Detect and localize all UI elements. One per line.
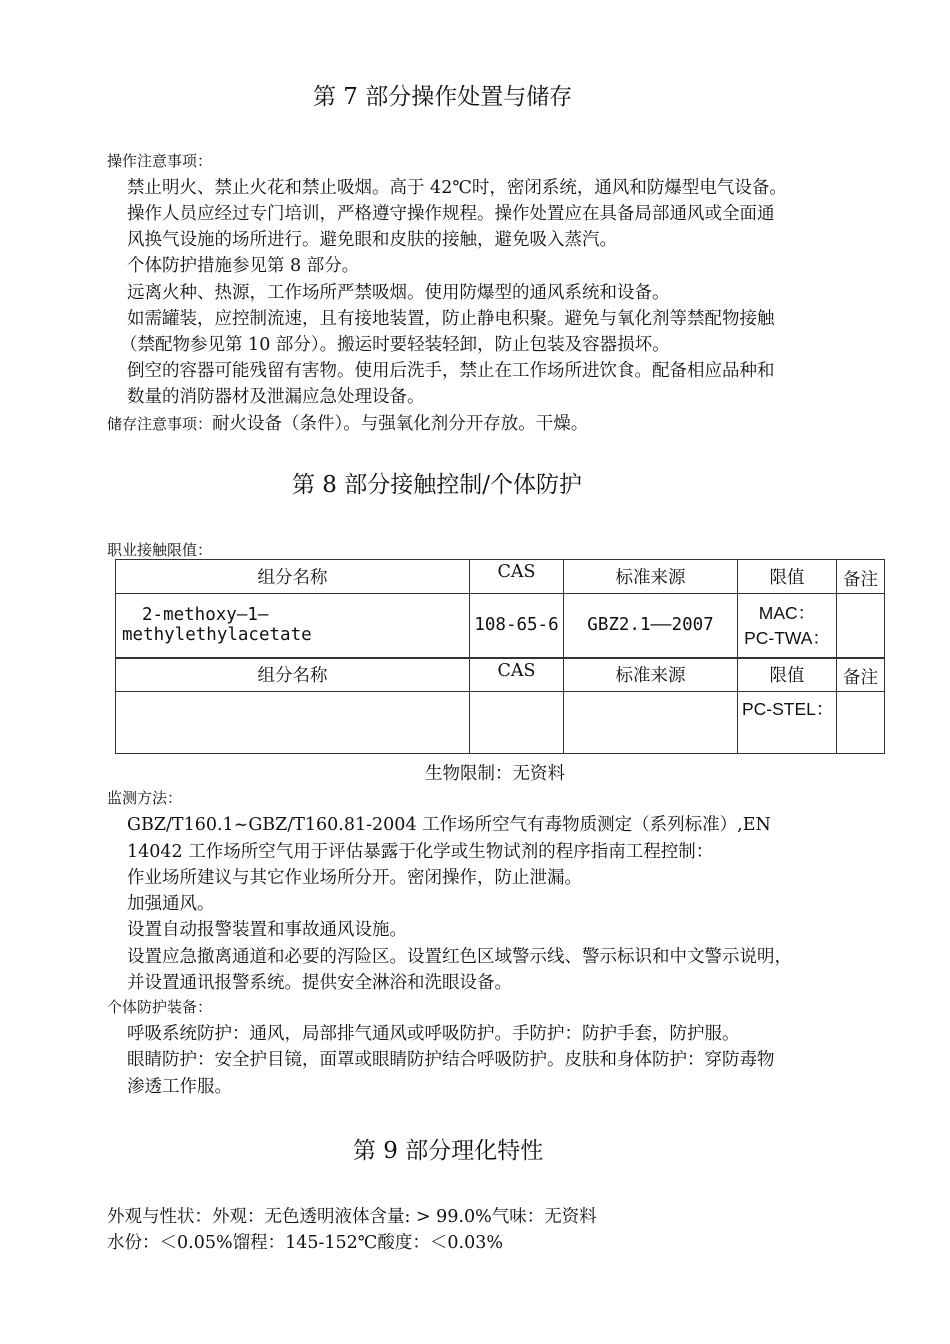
monitor-line: 加强通风。 [127, 894, 215, 914]
note-cell [837, 594, 885, 658]
header-limit: 限值 [738, 658, 837, 692]
header-note: 备注 [837, 560, 885, 594]
component-name-cell [116, 594, 470, 658]
table-header-row-repeat [116, 658, 885, 692]
monitor-label: 监测方法： [107, 789, 183, 807]
op-line: 如需罐装，应控制流速，且有接地装置，防止静电积聚。避免与氧化剂等禁配物接触 [127, 309, 775, 329]
note-cell [837, 692, 885, 754]
ppe-label: 个体防护装备： [107, 998, 213, 1016]
header-limit: 限值 [738, 560, 837, 594]
header-standard-source: 标准来源 [564, 560, 738, 594]
table-header-row [116, 560, 885, 594]
table-row [116, 692, 885, 754]
limit-pc-twa: PC-TWA： [744, 628, 830, 649]
op-line: 个体防护措施参见第 8 部分。 [127, 256, 360, 276]
op-line: （禁配物参见第 10 部分）。搬运时要轻装轻卸，防止包装及容器损坏。 [120, 335, 670, 355]
op-line: 远离火种、热源，工作场所严禁吸烟。使用防爆型的通风系统和设备。 [127, 283, 670, 303]
op-line: 操作人员应经过专门培训，严格遵守操作规程。操作处置应在具备局部通风或全面通 [127, 204, 775, 224]
header-component-name: 组分名称 [116, 658, 470, 692]
limits-label: 职业接触限值： [107, 541, 213, 559]
source-cell: GBZ2.1——2007 [564, 594, 738, 658]
limit-cell [738, 594, 837, 658]
monitor-line: GBZ/T160.1~GBZ/T160.81-2004 工作场所空气有毒物质测定（系列标准）,EN [127, 815, 771, 835]
storage-row [107, 410, 588, 435]
operation-label: 操作注意事项： [107, 152, 213, 170]
ppe-line: 渗透工作服。 [127, 1077, 232, 1097]
section7-title: 第 7 部分操作处置与储存 [313, 84, 573, 110]
storage-label: 储存注意事项： [107, 415, 213, 433]
exposure-limits-table [115, 559, 885, 754]
monitor-line: 设置应急撤离通道和必要的泻险区。设置红色区域警示线、警示标识和中文警示说明， [127, 947, 792, 967]
storage-text: 耐火设备（条件）。与强氧化剂分开存放。干燥。 [212, 414, 589, 434]
section9-title: 第 9 部分理化特性 [353, 1138, 544, 1164]
cas-cell: 108-65-6 [470, 594, 564, 658]
header-cas: CAS [470, 658, 564, 692]
moisture-line: 水份：＜0.05%馏程：145-152℃酸度：＜0.03% [107, 1233, 503, 1253]
component-name-cell [116, 692, 470, 754]
ppe-line: 眼睛防护：安全护目镜，面罩或眼睛防护结合呼吸防护。皮肤和身体防护：穿防毒物 [127, 1050, 775, 1070]
table-row [116, 594, 885, 658]
section8-title: 第 8 部分接触控制/个体防护 [292, 472, 583, 498]
limit-pc-stel: PC-STEL： [738, 692, 837, 754]
op-line: 倒空的容器可能残留有害物。使用后洗手，禁止在工作场所进饮食。配备相应品种和 [127, 361, 775, 381]
op-line: 禁止明火、禁止火花和禁止吸烟。高于 42℃时，密闭系统，通风和防爆型电气设备。 [127, 178, 787, 198]
header-standard-source: 标准来源 [564, 658, 738, 692]
op-line: 数量的消防器材及泄漏应急处理设备。 [127, 387, 425, 407]
appearance-line: 外观与性状：外观：无色透明液体含量: > 99.0%气味：无资料 [107, 1207, 597, 1227]
component-name-line1: 2-methoxy—1— [142, 605, 269, 626]
cas-cell [470, 692, 564, 754]
op-line: 风换气设施的场所进行。避免眼和皮肤的接触，避免吸入蒸汽。 [127, 230, 617, 250]
bio-limit: 生物限制：无资料 [425, 764, 565, 784]
component-name-line2: methylethylacetate [122, 625, 312, 646]
monitor-line: 并设置通讯报警系统。提供安全淋浴和洗眼设备。 [127, 973, 512, 993]
monitor-line: 作业场所建议与其它作业场所分开。密闭操作，防止泄漏。 [127, 868, 582, 888]
header-cas: CAS [470, 560, 564, 594]
monitor-line: 14042 工作场所空气用于评估暴露于化学或生物试剂的程序指南工程控制： [127, 842, 714, 862]
ppe-line: 呼吸系统防护：通风，局部排气通风或呼吸防护。手防护：防护手套，防护服。 [127, 1024, 740, 1044]
header-note: 备注 [837, 658, 885, 692]
source-cell [564, 692, 738, 754]
monitor-line: 设置自动报警装置和事故通风设施。 [127, 920, 407, 940]
header-component-name: 组分名称 [116, 560, 470, 594]
limit-mac: MAC： [758, 603, 816, 624]
